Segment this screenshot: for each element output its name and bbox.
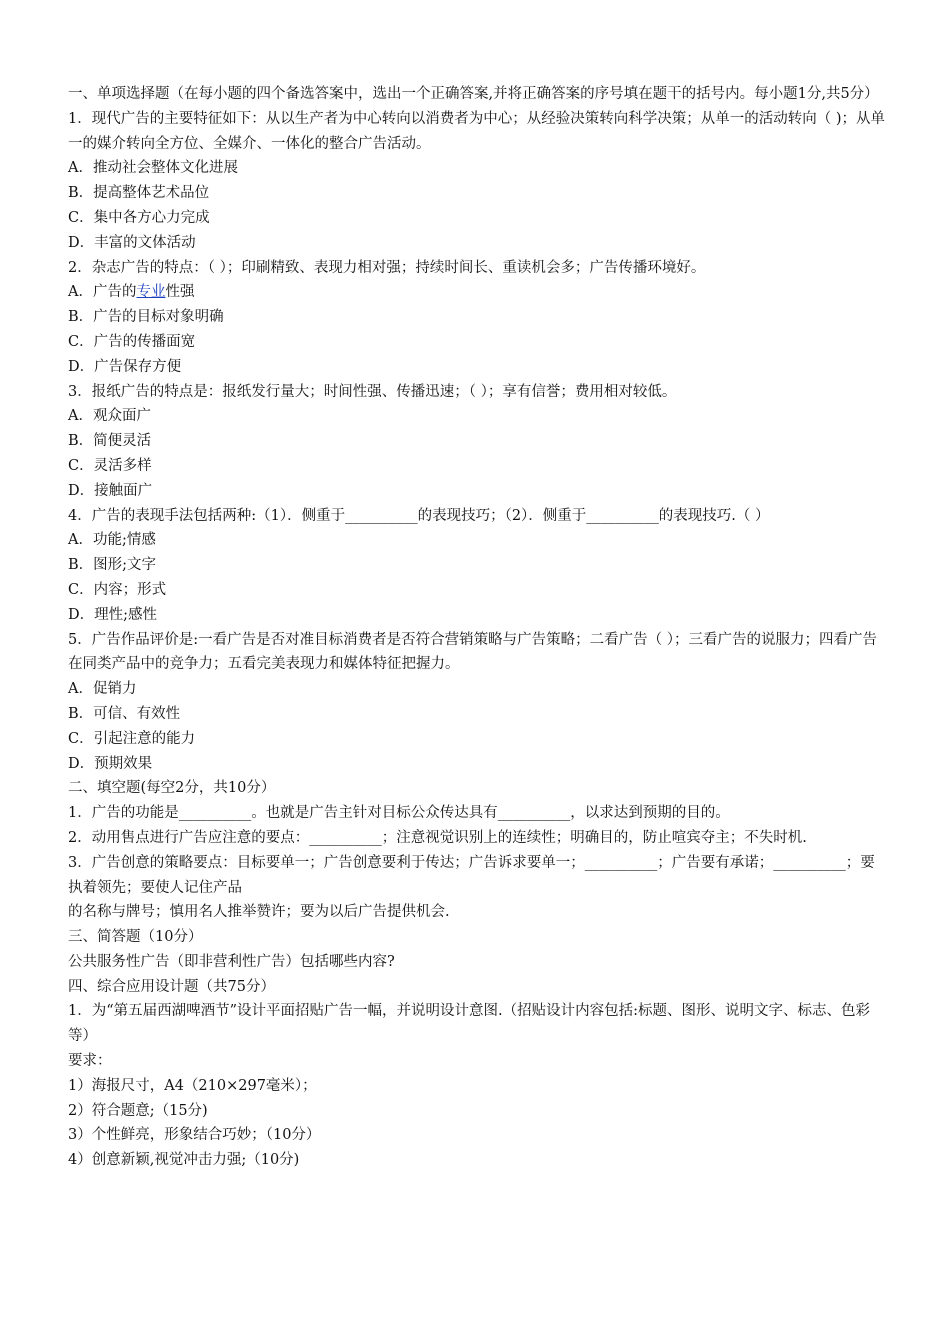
requirement-1: 1）海报尺寸，A4（210×297毫米）； — [68, 1077, 317, 1094]
design-question: 1．为“第五届西湖啤酒节”设计平面招贴广告一幅，并说明设计意图.（招贴设计内容包括:标题、图形、说明文字、标志、色彩等） — [68, 1003, 871, 1045]
requirement-4: 4）创意新颖,视觉冲击力强;（10分) — [68, 1152, 300, 1169]
section-3-heading: 三、简答题（10分） — [68, 929, 203, 946]
fill-q3-continued: 的名称与牌号；慎用名人推举赞许；要为以后广告提供机会. — [68, 904, 450, 921]
section-2-heading: 二、填空题(每空2分，共10分） — [68, 780, 276, 797]
q5-option-d: D．预期效果 — [68, 755, 153, 772]
requirement-2: 2）符合题意;（15分) — [68, 1102, 208, 1119]
q4-option-a: A．功能;情感 — [68, 532, 156, 549]
q4-option-b: B．图形;文字 — [68, 557, 157, 574]
q3-stem: 3．报纸广告的特点是：报纸发行量大；时间性强、传播迅速；（ ）；享有信誉；费用相对较低。 — [68, 383, 677, 400]
q1-stem: 1．现代广告的主要特征如下：从以生产者为中心转向以消费者为中心；从经验决策转向科学决策；从单一的活动转向（ )；从单一的媒介转向全方位、全媒介、一体化的整合广告活动。 — [68, 110, 885, 152]
q1-option-d: D．丰富的文体活动 — [68, 234, 196, 251]
q1-option-b: B．提高整体艺术品位 — [68, 185, 210, 202]
q3-option-d: D．接触面广 — [68, 482, 153, 499]
section-4-heading: 四、综合应用设计题（共75分） — [68, 978, 275, 995]
professional-link[interactable]: 专业 — [136, 284, 166, 301]
q3-option-b: B．简便灵活 — [68, 433, 152, 450]
q4-option-c: C．内容；形式 — [68, 581, 167, 598]
q3-option-a: A．观众面广 — [68, 408, 151, 425]
document-page — [68, 82, 888, 1173]
requirement-3: 3）个性鲜亮，形象结合巧妙；（10分） — [68, 1127, 321, 1144]
fill-q2: 2．动用售点进行广告应注意的要点：__________；注意视觉识别上的连续性；明确目的，防止喧宾夺主；不失时机. — [68, 829, 807, 846]
short-answer-question: 公共服务性广告（即非营利性广告）包括哪些内容? — [68, 953, 395, 970]
q1-option-a: A．推动社会整体文化进展 — [68, 160, 238, 177]
q2-option-c: C．广告的传播面宽 — [68, 333, 196, 350]
q2-option-b: B．广告的目标对象明确 — [68, 309, 224, 326]
q2-option-a-prefix: A．广告的 — [68, 284, 137, 301]
fill-q1: 1．广告的功能是__________。也就是广告主针对目标公众传达具有__________，以求达到预期的目的。 — [68, 805, 730, 822]
q1-option-c: C．集中各方心力完成 — [68, 209, 210, 226]
fill-q3: 3．广告创意的策略要点：目标要单一；广告创意要利于传达；广告诉求要单一；__________；广告要有承诺；__________；要执着领先；要使人记住产品 — [68, 854, 875, 896]
q2-option-a — [68, 280, 888, 305]
q2-stem: 2．杂志广告的特点：（ ）；印刷精致、表现力相对强；持续时间长、重读机会多；广告传播环境好。 — [68, 259, 706, 276]
q4-stem: 4．广告的表现手法包括两种:（1）．侧重于__________的表现技巧；（2）．侧重于__________的表现技巧.（ ） — [68, 507, 770, 524]
section-1-heading: 一、单项选择题（在每小题的四个备选答案中，选出一个正确答案,并将正确答案的序号填在题干的括号内。每小题1分,共5分） — [68, 86, 879, 102]
q5-option-c: C．引起注意的能力 — [68, 730, 196, 747]
requirements-label: 要求： — [68, 1053, 112, 1070]
q5-option-b: B．可信、有效性 — [68, 705, 181, 722]
q5-option-a: A．促销力 — [68, 681, 137, 698]
q4-option-d: D．理性;感性 — [68, 606, 158, 623]
q5-stem: 5．广告作品评价是:一看广告是否对准目标消费者是否符合营销策略与广告策略；二看广告（ ）；三看广告的说服力；四看广告在同类产品中的竞争力；五看完美表现力和媒体特征把握力。 — [68, 631, 877, 673]
q2-option-d: D．广告保存方便 — [68, 358, 182, 375]
q2-option-a-suffix: 性强 — [165, 284, 195, 301]
q3-option-c: C．灵活多样 — [68, 457, 152, 474]
